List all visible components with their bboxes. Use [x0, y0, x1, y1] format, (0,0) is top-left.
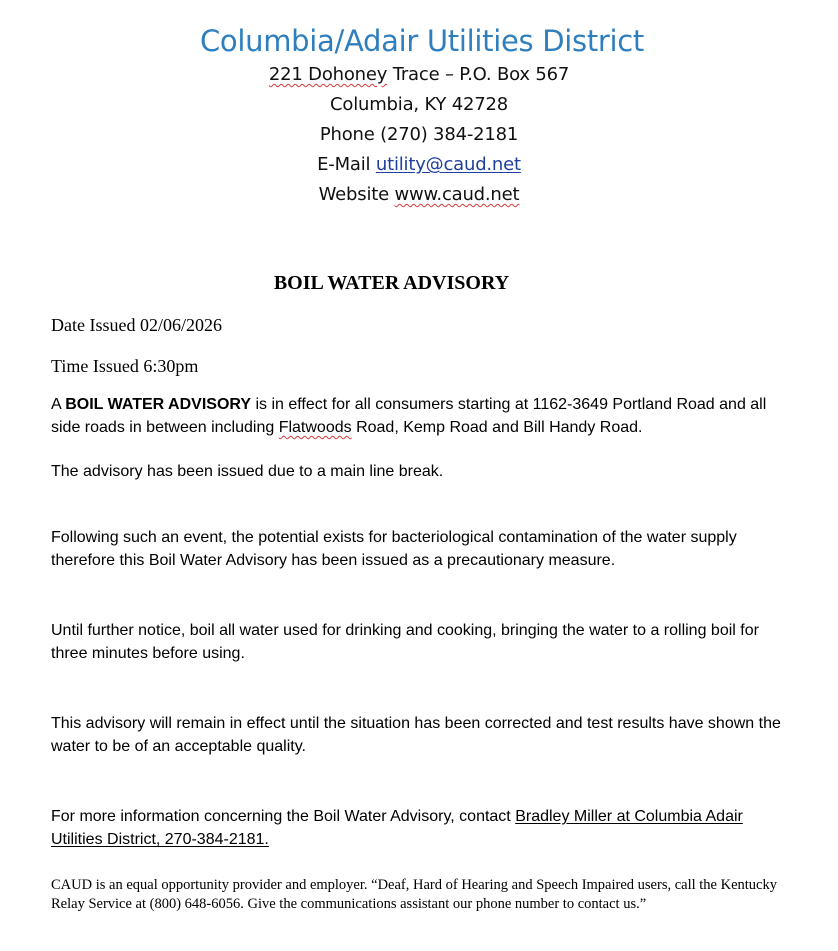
contamination-paragraph: Following such an event, the potential exists for bacteriological contamination of the water supply therefore this Boil Water Advisory has been issued as a precautionary measure.: [51, 529, 737, 569]
email-line: [0, 150, 838, 180]
advisory-scope-paragraph: [51, 393, 791, 439]
letterhead: [0, 22, 838, 210]
website-line: [0, 180, 838, 210]
street-name: 221 Dohoney: [268, 64, 388, 85]
advisory-title: BOIL WATER ADVISORY: [273, 272, 510, 294]
website-label: Website: [318, 184, 395, 205]
p1-bold: BOIL WATER ADVISORY: [65, 396, 252, 413]
time-issued: Time Issued 6:30pm: [51, 356, 199, 376]
phone-line: Phone (270) 384-2181: [319, 124, 519, 145]
organization-name: Columbia/Adair Utilities District: [199, 24, 645, 58]
email-link[interactable]: utility@caud.net: [375, 154, 521, 175]
p1-end: Road, Kemp Road and Bill Handy Road.: [351, 419, 643, 436]
city-line: Columbia, KY 42728: [330, 94, 508, 115]
duration-paragraph: This advisory will remain in effect until the situation has been corrected and test results have shown the water to be of an acceptable quality.: [51, 715, 781, 755]
contact-paragraph: [51, 805, 791, 851]
reason-paragraph: The advisory has been issued due to a main line break.: [51, 463, 444, 480]
date-issued: Date Issued 02/06/2026: [51, 315, 222, 335]
p1-prefix: A: [51, 396, 66, 413]
p1-mid: is in effect for all consumers starting at 1162-3649 Portland Road and all side roads in between including: [51, 396, 767, 436]
equal-opportunity-notice: CAUD is an equal opportunity provider and employer. “Deaf, Hard of Hearing and Speech Impaired users, call the Kentucky Relay Service at (800) 648-6056. Give the communications assistant our phone number to contact us.”: [51, 877, 777, 912]
website-link[interactable]: www.caud.net: [394, 184, 520, 205]
email-label: E-Mail: [317, 154, 376, 175]
address-rest: Trace – P.O. Box 567: [387, 64, 570, 85]
boil-instructions-paragraph: Until further notice, boil all water used for drinking and cooking, bringing the water to a rolling boil for three minutes before using.: [51, 622, 759, 662]
address-line: [0, 60, 838, 90]
p1-road: Flatwoods: [278, 419, 352, 436]
contact-link[interactable]: Bradley Miller at Columbia Adair Utilities District, 270-384-2181.: [51, 808, 743, 848]
p6-prefix: For more information concerning the Boil Water Advisory, contact: [51, 808, 516, 825]
